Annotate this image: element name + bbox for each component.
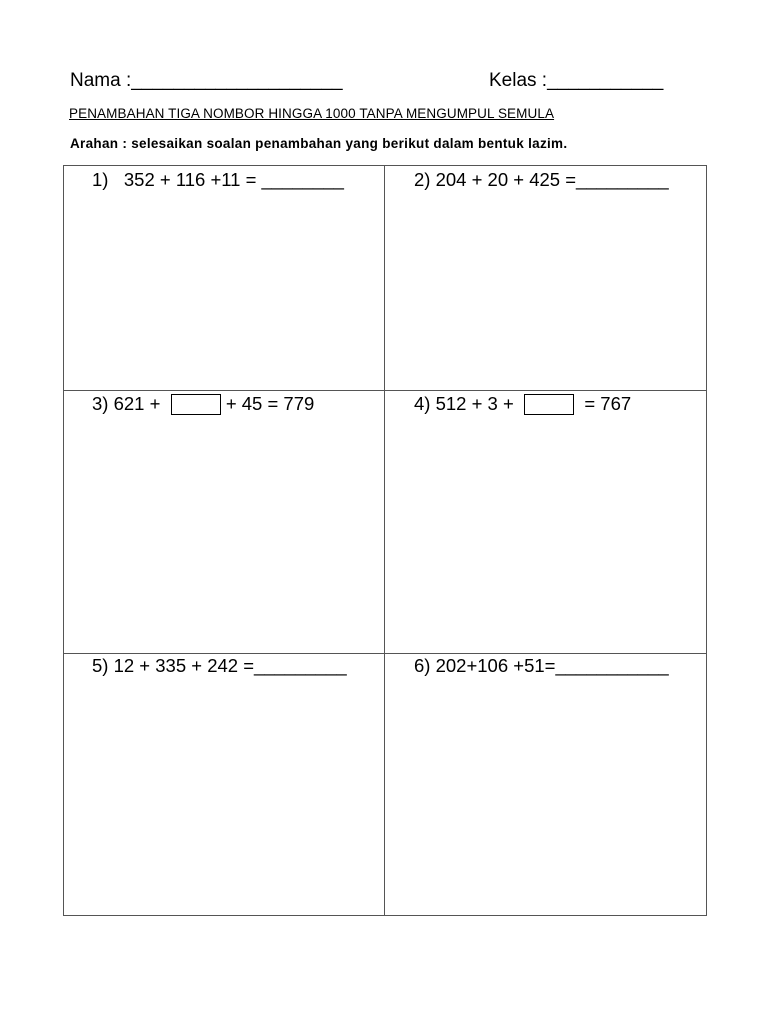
question-2: 2) 204 + 20 + 425 =_________ xyxy=(414,169,669,190)
worksheet-title: PENAMBAHAN TIGA NOMBOR HINGGA 1000 TANPA MENGUMPUL SEMULA xyxy=(69,106,555,121)
grid-row-divider xyxy=(64,390,706,391)
question-4 xyxy=(414,394,631,415)
question-1: 1) 352 + 116 +11 = ________ xyxy=(92,169,344,190)
kelas-field: Kelas :___________ xyxy=(489,70,664,91)
question-3 xyxy=(92,394,314,415)
grid-row-divider xyxy=(64,653,706,654)
question-grid xyxy=(63,165,707,916)
question-5: 5) 12 + 335 + 242 =_________ xyxy=(92,655,347,676)
question-3-left-text: 3) 621 + xyxy=(92,393,171,414)
instruction-text: Arahan : selesaikan soalan penambahan yang berikut dalam bentuk lazim. xyxy=(70,136,568,151)
question-6: 6) 202+106 +51=___________ xyxy=(414,655,669,676)
answer-box[interactable] xyxy=(171,394,221,415)
question-4-left-text: 4) 512 + 3 + xyxy=(414,393,525,414)
nama-field: Nama :____________________ xyxy=(70,70,343,91)
grid-column-divider xyxy=(384,166,385,915)
question-3-right-text: + 45 = 779 xyxy=(220,393,315,414)
question-4-right-text: = 767 xyxy=(574,393,632,414)
answer-box[interactable] xyxy=(524,394,574,415)
